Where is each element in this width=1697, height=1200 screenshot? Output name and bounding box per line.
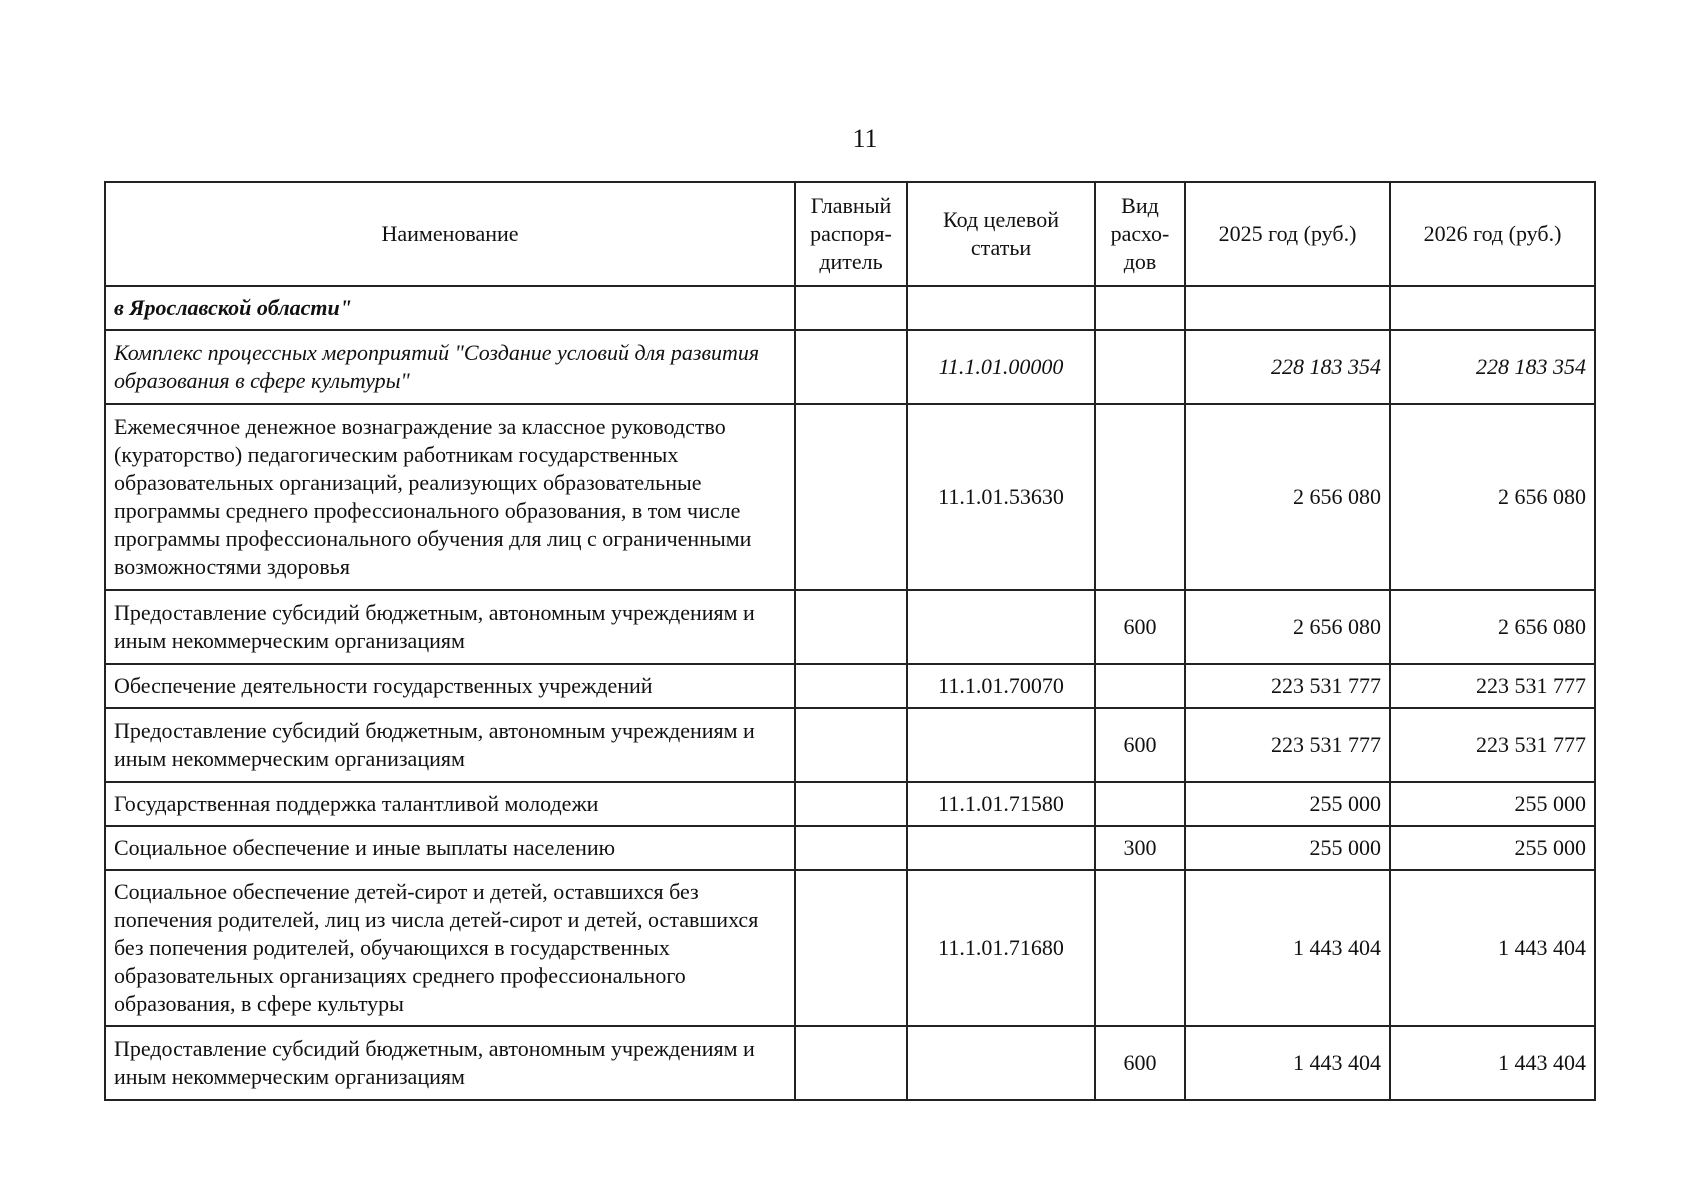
- row-code: [907, 590, 1095, 664]
- row-name: Предоставление субсидий бюджетным, автономным учреждениям и иным некоммерческим организациям: [105, 1026, 795, 1100]
- table-header-row: [105, 182, 1595, 286]
- row-manager: [795, 826, 907, 870]
- row-year-2026: 223 531 777: [1390, 708, 1595, 782]
- row-code: 11.1.01.00000: [907, 330, 1095, 404]
- header-code: Код целевой статьи: [907, 182, 1095, 286]
- row-expense-type: [1095, 286, 1185, 330]
- row-expense-type: 600: [1095, 1026, 1185, 1100]
- row-code: 11.1.01.53630: [907, 404, 1095, 590]
- row-year-2025: 1 443 404: [1185, 1026, 1390, 1100]
- row-year-2025: 2 656 080: [1185, 590, 1390, 664]
- header-manager: Главный распоря-дитель: [795, 182, 907, 286]
- table-row: [105, 330, 1595, 404]
- row-manager: [795, 286, 907, 330]
- row-year-2025: 2 656 080: [1185, 404, 1390, 590]
- row-year-2025: 223 531 777: [1185, 708, 1390, 782]
- row-year-2026: 255 000: [1390, 782, 1595, 826]
- row-year-2025: 255 000: [1185, 826, 1390, 870]
- header-year-2025: 2025 год (руб.): [1185, 182, 1390, 286]
- row-year-2026: 223 531 777: [1390, 664, 1595, 708]
- row-year-2026: 2 656 080: [1390, 404, 1595, 590]
- row-code: 11.1.01.70070: [907, 664, 1095, 708]
- row-name: Комплекс процессных мероприятий "Создание условий для развития образования в сфере культуры": [105, 330, 795, 404]
- header-name: Наименование: [105, 182, 795, 286]
- row-manager: [795, 708, 907, 782]
- row-code: 11.1.01.71580: [907, 782, 1095, 826]
- row-name: Социальное обеспечение и иные выплаты населению: [105, 826, 795, 870]
- table-row: [105, 826, 1595, 870]
- row-year-2026: 1 443 404: [1390, 1026, 1595, 1100]
- row-year-2026: 2 656 080: [1390, 590, 1595, 664]
- table-row: [105, 870, 1595, 1026]
- table-row: [105, 286, 1595, 330]
- row-code: [907, 708, 1095, 782]
- row-expense-type: [1095, 664, 1185, 708]
- row-name: в Ярославской области": [105, 286, 795, 330]
- row-name: Предоставление субсидий бюджетным, автономным учреждениям и иным некоммерческим организациям: [105, 590, 795, 664]
- row-year-2025: [1185, 286, 1390, 330]
- table-row: [105, 1026, 1595, 1100]
- row-name: Государственная поддержка талантливой молодежи: [105, 782, 795, 826]
- row-year-2025: 1 443 404: [1185, 870, 1390, 1026]
- row-code: [907, 826, 1095, 870]
- table-row: [105, 708, 1595, 782]
- header-year-2026: 2026 год (руб.): [1390, 182, 1595, 286]
- table-row: [105, 590, 1595, 664]
- row-expense-type: [1095, 404, 1185, 590]
- row-expense-type: [1095, 782, 1185, 826]
- budget-table: [104, 181, 1596, 1101]
- row-manager: [795, 404, 907, 590]
- row-expense-type: 600: [1095, 590, 1185, 664]
- row-manager: [795, 870, 907, 1026]
- row-year-2026: [1390, 286, 1595, 330]
- row-year-2026: 1 443 404: [1390, 870, 1595, 1026]
- row-expense-type: [1095, 870, 1185, 1026]
- row-code: [907, 286, 1095, 330]
- row-manager: [795, 664, 907, 708]
- table-row: [105, 404, 1595, 590]
- row-year-2025: 223 531 777: [1185, 664, 1390, 708]
- row-year-2025: 255 000: [1185, 782, 1390, 826]
- row-manager: [795, 782, 907, 826]
- row-name: Обеспечение деятельности государственных учреждений: [105, 664, 795, 708]
- row-name: Предоставление субсидий бюджетным, автономным учреждениям и иным некоммерческим организациям: [105, 708, 795, 782]
- row-expense-type: 300: [1095, 826, 1185, 870]
- table-row: [105, 782, 1595, 826]
- row-manager: [795, 590, 907, 664]
- row-name: Социальное обеспечение детей-сирот и детей, оставшихся без попечения родителей, лиц из числа детей-сирот и детей, оставшихся без попечения родителей, обучающихся в государственных образовательных организациях среднего профессионального образования, в сфере культуры: [105, 870, 795, 1026]
- row-year-2025: 228 183 354: [1185, 330, 1390, 404]
- row-year-2026: 228 183 354: [1390, 330, 1595, 404]
- row-year-2026: 255 000: [1390, 826, 1595, 870]
- page-number: 11: [852, 124, 878, 153]
- row-code: [907, 1026, 1095, 1100]
- row-code: 11.1.01.71680: [907, 870, 1095, 1026]
- row-name: Ежемесячное денежное вознаграждение за классное руководство (кураторство) педагогическим работникам государственных образовательных организаций, реализующих образовательные программы среднего профессионального образования, в том числе программы профессионального обучения для лиц с ограниченными возможностями здоровья: [105, 404, 795, 590]
- header-expense-type: Вид расхо-дов: [1095, 182, 1185, 286]
- table-row: [105, 664, 1595, 708]
- row-expense-type: 600: [1095, 708, 1185, 782]
- row-expense-type: [1095, 330, 1185, 404]
- row-manager: [795, 1026, 907, 1100]
- row-manager: [795, 330, 907, 404]
